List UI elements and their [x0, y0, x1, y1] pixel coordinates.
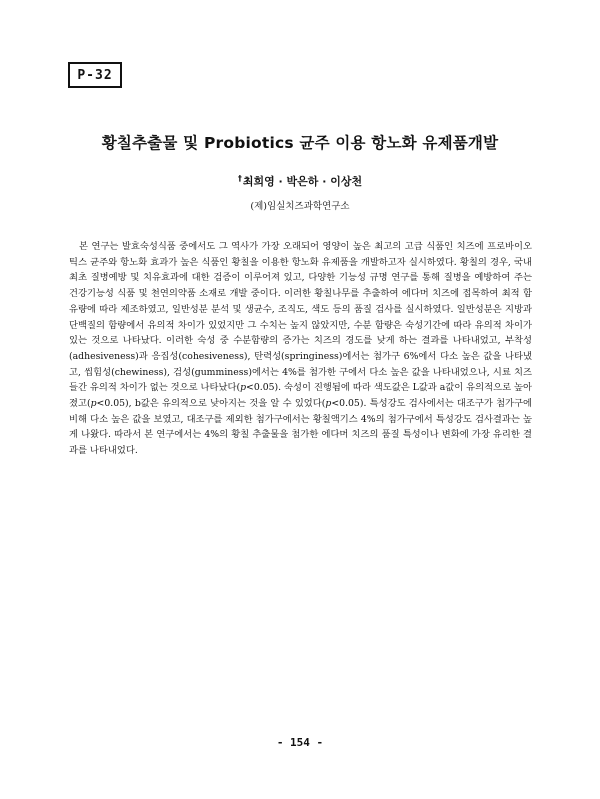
paper-title: 황칠추출물 및 Probiotics 균주 이용 항노화 유제품개발	[101, 134, 499, 152]
author-names: 최희영 · 박은하 · 이상천	[242, 175, 363, 188]
author-line	[60, 173, 540, 189]
poster-number-box	[68, 62, 122, 88]
abstract-part: <0.05), b값은 유의적으로 낮아지는 것을 알 수 있었다(	[96, 398, 326, 410]
page-number: - 154 -	[276, 736, 324, 749]
abstract-text	[69, 239, 532, 459]
p-value-symbol: p	[240, 382, 247, 394]
p-value-symbol: p	[325, 398, 332, 410]
abstract-part: <0.05). 숙성이 진행됨에 따라 색도값은 L값과 a값이 유의적으로 높아졌고(	[69, 382, 533, 410]
corresponding-author-mark: †	[237, 174, 242, 183]
p-value-symbol: p	[90, 398, 97, 410]
poster-number: P-32	[77, 67, 113, 83]
abstract-part: <0.05). 특성강도 검사에서는 대조구가 첨가구에 비해 다소 높은 값을 보였고, 대조구를 제외한 첨가구에서는 황칠액기스 4%의 첨가구에서 특성강도 검사결과는 높게 나왔다. 따라서 본 연구에서는 4%의 황칠 추출물을 첨가한 에다머 치즈의 품질 특성이나 변화에 가장 유리한 결과를 나타내었다.	[69, 398, 532, 457]
affiliation: (제)임실치즈과학연구소	[250, 201, 350, 212]
abstract-part: 본 연구는 발효숙성식품 중에서도 그 역사가 가장 오래되어 영양이 높은 최고의 고급 식품인 치즈에 프로바이오틱스 균주와 항노화 효과가 높은 식품인 황칠을 이용한 항노화 유제품을 개발하고자 실시하였다. 황칠의 경우, 국내 최초 질병예방 및 치유효과에 대한 검증이 이루어져 있고, 다양한 기능성 규명 연구를 통해 질병을 예방하여 주는 건강기능성 식품 및 천연의약품 소재로 개발 중이다. 이러한 황칠나무를 추출하여 에다머 치즈에 접목하여 최적 함유량에 따라 제조하였고, 일반성분 분석 및 생균수, 조직도, 색도 등의 품질 검사를 실시하였다. 일반성분은 지방과 단백질의 함량에서 유의적 차이가 있었지만 그 수치는 높지 않았지만, 수분 함량은 숙성기간에 따라 유의적 차이가 있는 것으로 나타났다. 이러한 숙성 중 수분함량의 증가는 치즈의 경도를 낮게 하는 결과를 나타내었고, 부착성(adhesiveness)과 응집성(cohesiveness), 탄력성(springiness)에서는 첨가구 6%에서 다소 높은 값을 나타냈고, 씹힘성(chewiness), 검성(gumminess)에서는 4%를 첨가한 구에서 다소 높은 값을 나타내었으나, 시료 치즈들간 유의적 차이가 없는 것으로 나타났다(	[69, 241, 532, 394]
